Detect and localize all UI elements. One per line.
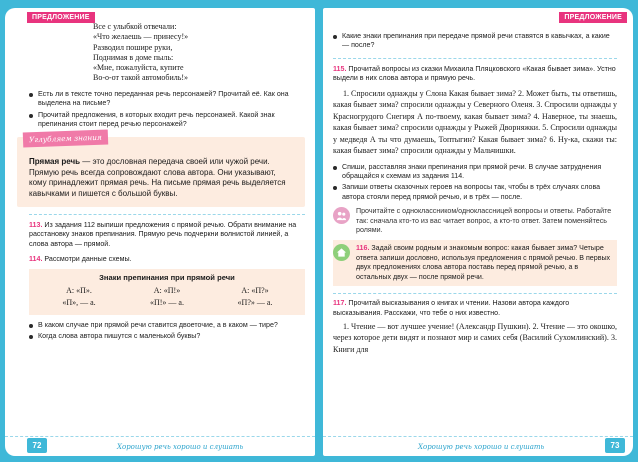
rule-term: Прямая речь	[29, 157, 81, 167]
task-116	[333, 240, 617, 286]
task-number: 114.	[29, 255, 43, 264]
divider	[333, 293, 617, 294]
task-text: Задай своим родным и знакомым вопрос: какая бывает зима? Четыре ответа запиши дословно, используя предложения с прямой речью. В первых двух предложениях слова автора поставь перед прямой речью, а в остальных двух — после прямой речи.	[356, 244, 611, 281]
poem-line: Все с улыбкой отвечали:	[93, 22, 177, 31]
list-item: Запиши ответы сказочных героев на вопросы так, чтобы в трёх случаях слова автора стояли перед прямой речью, и в трёх — после.	[333, 183, 617, 202]
footer-motto: Хорошую речь хорошо и слушать	[418, 443, 545, 451]
schemes-row	[35, 285, 299, 297]
right-page	[323, 8, 633, 456]
poem-line: «Мне, пожалуйста, купите	[93, 63, 184, 73]
rule-definition: — это дословная передача своей или чужой речи. Прямую речь всегда сопровождают слова автора. Они указывают, кому принадлежит прямая речь. На письме прямая речь выделяется кавычками и пишется с большой буквы.	[29, 157, 286, 198]
question-list	[29, 90, 305, 130]
scheme: А: «П?»	[241, 286, 269, 296]
list-item: Спиши, расставляя знаки препинания при прямой речи. В случае затруднения обращайся к схемам из задания 114.	[333, 163, 617, 182]
page-number: 73	[605, 438, 625, 453]
footer-motto: Хорошую речь хорошо и слушать	[117, 443, 244, 451]
list-item: В каком случае при прямой речи ставится двоеточие, а в каком — тире?	[29, 321, 305, 330]
right-content	[333, 32, 617, 355]
task-number: 113.	[29, 221, 43, 230]
task-113	[29, 221, 305, 249]
story-text: 1. Спросили однажды у Слона Какая бывает зима? 2. Может быть, ты ответишь, какая бывает зима? спросили однажды у Северного Оленя. 3. Спросили однажды у Красногрудого Снегиря А по-твоему, какая бывает зима? 4. Наверное, ты знаешь, какая бывает зима? спросили однажды у Рыжей Дворняжки. 5. Спросили однажды у медведя А ты что думаешь, Топтыгин? Какая бывает зима? 6. Ну-ка, скажи ты: какая бывает зима? спросили однажды у Мальчишки.	[333, 88, 617, 156]
schemes-row	[35, 297, 299, 309]
rule-text	[29, 157, 295, 199]
schemes-title: Знаки препинания при прямой речи	[99, 272, 235, 282]
task-text: Прочитай вопросы из сказки Михаила Пляцковского «Какая бывает зима». Устно выдели в них слова автора и прямую речь.	[333, 64, 616, 83]
pair-work	[333, 207, 617, 235]
task-text: Рассмотри данные схемы.	[42, 255, 132, 264]
task-number: 116.	[356, 244, 370, 253]
rule-box	[17, 133, 305, 207]
question-list	[333, 32, 617, 51]
scheme: «П!» — а.	[149, 298, 184, 308]
task-text: Прочитай высказывания о книгах и чтении. Назови автора каждого высказывания. Расскажи, что тебе о них известно.	[333, 299, 570, 317]
schemes-box	[29, 269, 305, 315]
list-item: Какие знаки препинания при передаче прямой речи ставятся в кавычках, а какие — после?	[333, 32, 617, 51]
task-114	[29, 255, 305, 264]
task-number: 115.	[333, 64, 347, 73]
quotes-text: 1. Чтение — вот лучшее учение! (Александр Пушкин). 2. Чтение — это окошко, через которое дети видят и познают мир и самих себя (Василий Сухомлинский). 3. Книги для	[333, 321, 617, 354]
scheme: «П?» — а.	[237, 298, 273, 308]
pair-work-text: Прочитайте с одноклассником/одноклассницей вопросы и ответы. Работайте так: сначала кто-то из вас читает вопрос, а кто-то ответ. Затем поменяйтесь ролями.	[356, 207, 612, 235]
list-item: Прочитай предложения, в которых входит речь персонажей. Какой знак препинания стоит перед речью персонажей?	[29, 111, 305, 130]
page-footer	[323, 436, 633, 456]
divider	[29, 214, 305, 215]
scheme: «П», — а.	[62, 298, 96, 308]
section-tag: ПРЕДЛОЖЕНИЕ	[27, 12, 95, 23]
house-icon	[333, 244, 350, 261]
pair-work-icon	[333, 207, 350, 224]
divider	[333, 58, 617, 59]
page-footer	[5, 436, 315, 456]
poem-line: Разводил пошире руки,	[93, 42, 173, 52]
poem-line: «Что желаешь — принесу!»	[93, 32, 189, 42]
list-item: Есть ли в тексте точно переданная речь персонажей? Прочитай её. Как она выделена на письме?	[29, 90, 305, 109]
question-list	[333, 163, 617, 203]
task-body	[356, 244, 613, 282]
poem-line: Поднимая в доме пыль:	[93, 52, 174, 62]
left-page	[5, 8, 315, 456]
list-item: Когда слова автора пишутся с маленькой буквы?	[29, 332, 305, 341]
task-115	[333, 65, 617, 84]
scheme: А: «П!»	[153, 286, 181, 296]
poem-line: Во-о-от такой автомобиль!»	[93, 73, 189, 83]
poem	[93, 22, 305, 84]
task-number: 117.	[333, 299, 347, 308]
left-content	[29, 22, 305, 344]
rule-tab: Углубляем знания	[23, 130, 108, 148]
page-number: 72	[27, 438, 47, 453]
question-list	[29, 321, 305, 342]
task-117	[333, 299, 617, 318]
scheme: А: «П».	[66, 286, 92, 296]
task-text: Из задания 112 выпиши предложения с прямой речью. Обрати внимание на расстановку знаков препинания. Прямую речь подчеркни волнистой линией, а слова автора — прямой.	[29, 221, 297, 248]
section-tag: ПРЕДЛОЖЕНИЕ	[559, 12, 627, 23]
